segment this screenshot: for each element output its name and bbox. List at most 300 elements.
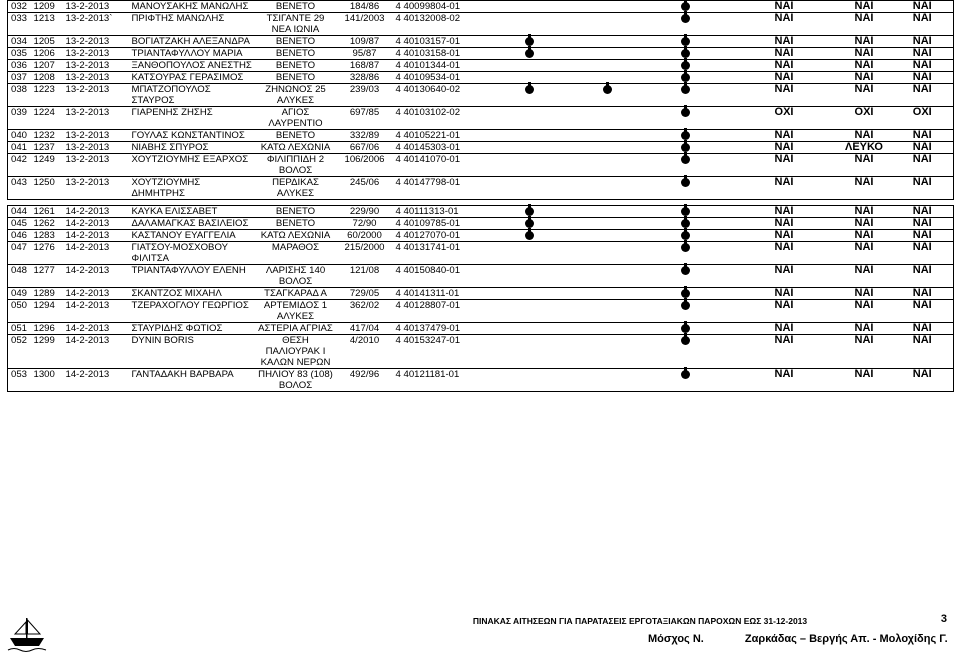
marker-cell — [639, 242, 732, 265]
approval-a: ΟΧΙ — [732, 107, 837, 130]
application-date: 13-2-2013 — [64, 60, 130, 72]
applicant-name: ΚΑΣΤΑΝΟΥ ΕΥΑΓΓΕΛΙΑ — [130, 230, 256, 242]
signature-name-2: Ζαρκάδας – Βεργής Απ. - Μολοχίδης Γ. — [744, 633, 948, 645]
application-date: 13-2-2013 — [64, 154, 130, 177]
table-row — [8, 130, 954, 142]
protocol-number: 1250 — [32, 177, 64, 200]
supply-code: 4 40137479-01 — [394, 323, 482, 335]
bomb-icon — [681, 37, 690, 46]
approval-c: ΝΑΙ — [892, 1, 954, 13]
marker-cell — [482, 300, 577, 323]
location: ΠΕΡΔΙΚΑΣ ΑΛΥΚΕΣ — [256, 177, 336, 200]
approval-a: ΝΑΙ — [732, 72, 837, 84]
marker-cell — [482, 142, 577, 154]
protocol-number: 1223 — [32, 84, 64, 107]
marker-cell — [639, 107, 732, 130]
protocol-number: 1209 — [32, 1, 64, 13]
supply-code: 4 40150840-01 — [394, 265, 482, 288]
bomb-icon — [681, 108, 690, 117]
row-number: 039 — [8, 107, 32, 130]
supply-code: 4 40101344-01 — [394, 60, 482, 72]
supply-code: 4 40131741-01 — [394, 242, 482, 265]
area-code: 184/86 — [336, 1, 394, 13]
application-date: 13-2-2013 — [64, 36, 130, 48]
location: ΒΕΝΕΤΟ — [256, 130, 336, 142]
approval-c: ΝΑΙ — [892, 13, 954, 36]
approval-a: ΝΑΙ — [732, 142, 837, 154]
bomb-icon — [681, 266, 690, 275]
marker-cell — [577, 48, 639, 60]
bomb-icon — [525, 219, 534, 228]
marker-cell — [639, 265, 732, 288]
marker-cell — [577, 142, 639, 154]
approval-a: ΝΑΙ — [732, 154, 837, 177]
approval-a: ΝΑΙ — [732, 369, 837, 392]
supply-code: 4 40145303-01 — [394, 142, 482, 154]
approval-c: ΝΑΙ — [892, 60, 954, 72]
marker-cell — [577, 154, 639, 177]
supply-code: 4 40147798-01 — [394, 177, 482, 200]
table-row — [8, 13, 954, 36]
approval-c: ΝΑΙ — [892, 288, 954, 300]
application-date: 14-2-2013 — [64, 265, 130, 288]
marker-cell — [482, 242, 577, 265]
protocol-number: 1289 — [32, 288, 64, 300]
row-number: 050 — [8, 300, 32, 323]
protocol-number: 1206 — [32, 48, 64, 60]
application-date: 13-2-2013 — [64, 130, 130, 142]
marker-cell — [577, 335, 639, 369]
approval-b: ΝΑΙ — [837, 130, 892, 142]
table-row — [8, 177, 954, 200]
bomb-icon — [603, 85, 612, 94]
supply-code: 4 40103102-02 — [394, 107, 482, 130]
supply-code: 4 40121181-01 — [394, 369, 482, 392]
approval-b: ΝΑΙ — [837, 72, 892, 84]
area-code: 332/89 — [336, 130, 394, 142]
approval-b: ΝΑΙ — [837, 265, 892, 288]
bomb-icon — [681, 143, 690, 152]
row-number: 051 — [8, 323, 32, 335]
approval-a: ΝΑΙ — [732, 288, 837, 300]
row-number: 045 — [8, 218, 32, 230]
location: ΛΑΡΙΣΗΣ 140 ΒΟΛΟΣ — [256, 265, 336, 288]
protocol-number: 1299 — [32, 335, 64, 369]
approval-a: ΝΑΙ — [732, 13, 837, 36]
supply-code: 4 40109785-01 — [394, 218, 482, 230]
approval-b: ΝΑΙ — [837, 154, 892, 177]
location: ΒΕΝΕΤΟ — [256, 60, 336, 72]
bomb-icon — [681, 2, 690, 11]
supply-code: 4 40153247-01 — [394, 335, 482, 369]
applicant-name: ΜΑΝΟΥΣΑΚΗΣ ΜΑΝΩΛΗΣ — [130, 1, 256, 13]
location: ΘΕΣΗ ΠΑΛΙΟΥΡΑΚ Ι ΚΑΛΩΝ ΝΕΡΩΝ — [256, 335, 336, 369]
applicant-name: ΒΟΓΙΑΤΖΑΚΗ ΑΛΕΞΑΝΔΡΑ — [130, 36, 256, 48]
location: ΒΕΝΕΤΟ — [256, 1, 336, 13]
protocol-number: 1277 — [32, 265, 64, 288]
approval-a: ΝΑΙ — [732, 60, 837, 72]
location: ΒΕΝΕΤΟ — [256, 218, 336, 230]
location: ΠΗΛΙΟΥ 83 (108) ΒΟΛΟΣ — [256, 369, 336, 392]
location: ΖΗΝΩΝΟΣ 25 ΑΛΥΚΕΣ — [256, 84, 336, 107]
supply-code: 4 40141070-01 — [394, 154, 482, 177]
approval-c: ΝΑΙ — [892, 218, 954, 230]
table-row — [8, 288, 954, 300]
approval-b: ΝΑΙ — [837, 206, 892, 218]
approval-b: ΛΕΥΚΟ — [837, 142, 892, 154]
marker-cell — [577, 242, 639, 265]
application-date: 14-2-2013 — [64, 300, 130, 323]
table-row — [8, 84, 954, 107]
application-date: 14-2-2013 — [64, 242, 130, 265]
applicant-name: ΓΙΑΡΕΝΗΣ ΖΗΣΗΣ — [130, 107, 256, 130]
row-number: 046 — [8, 230, 32, 242]
location: ΜΑΡΑΘΟΣ — [256, 242, 336, 265]
application-date: 14-2-2013 — [64, 323, 130, 335]
applicant-name: DYNIN BORIS — [130, 335, 256, 369]
applicant-name: ΝΙΑΒΗΣ ΣΠΥΡΟΣ — [130, 142, 256, 154]
row-number: 044 — [8, 206, 32, 218]
bomb-icon — [525, 37, 534, 46]
application-date: 14-2-2013 — [64, 218, 130, 230]
approval-b: ΝΑΙ — [837, 335, 892, 369]
applicant-name: ΤΡΙΑΝΤΑΦΥΛΛΟΥ ΜΑΡΙΑ — [130, 48, 256, 60]
marker-cell — [577, 230, 639, 242]
approval-c: ΝΑΙ — [892, 142, 954, 154]
bomb-icon — [681, 14, 690, 23]
supply-code: 4 40109534-01 — [394, 72, 482, 84]
approval-c: ΝΑΙ — [892, 177, 954, 200]
marker-cell — [482, 48, 577, 60]
area-code: 4/2010 — [336, 335, 394, 369]
table-row — [8, 300, 954, 323]
bomb-icon — [525, 49, 534, 58]
area-code: 109/87 — [336, 36, 394, 48]
approval-a: ΝΑΙ — [732, 323, 837, 335]
bomb-icon — [681, 155, 690, 164]
marker-cell — [482, 154, 577, 177]
area-code: 697/85 — [336, 107, 394, 130]
protocol-number: 1207 — [32, 60, 64, 72]
location: ΒΕΝΕΤΟ — [256, 48, 336, 60]
applicant-name: ΞΑΝΘΟΠΟΥΛΟΣ ΑΝΕΣΤΗΣ — [130, 60, 256, 72]
bomb-icon — [525, 231, 534, 240]
protocol-number: 1276 — [32, 242, 64, 265]
supply-code: 4 40099804-01 — [394, 1, 482, 13]
application-date: 13-2-2013 — [64, 72, 130, 84]
location: ΦΙΛΙΠΠΙΔΗ 2 ΒΟΛΟΣ — [256, 154, 336, 177]
approval-c: ΝΑΙ — [892, 335, 954, 369]
supply-code: 4 40105221-01 — [394, 130, 482, 142]
approval-b: ΝΑΙ — [837, 300, 892, 323]
protocol-number: 1261 — [32, 206, 64, 218]
protocol-number: 1213 — [32, 13, 64, 36]
area-code: 60/2000 — [336, 230, 394, 242]
approval-b: ΝΑΙ — [837, 323, 892, 335]
area-code: 239/03 — [336, 84, 394, 107]
marker-cell — [577, 13, 639, 36]
approval-a: ΝΑΙ — [732, 206, 837, 218]
area-code: 141/2003 — [336, 13, 394, 36]
approval-b: ΝΑΙ — [837, 84, 892, 107]
bomb-icon — [681, 301, 690, 310]
table-row — [8, 154, 954, 177]
approval-b: ΟΧΙ — [837, 107, 892, 130]
bomb-icon — [681, 73, 690, 82]
row-number: 040 — [8, 130, 32, 142]
bomb-icon — [681, 61, 690, 70]
application-date: 13-2-2013 — [64, 107, 130, 130]
approval-b: ΝΑΙ — [837, 218, 892, 230]
approval-a: ΝΑΙ — [732, 335, 837, 369]
marker-cell — [639, 369, 732, 392]
marker-cell — [577, 323, 639, 335]
approval-c: ΝΑΙ — [892, 230, 954, 242]
bomb-icon — [681, 231, 690, 240]
supply-code: 4 40127070-01 — [394, 230, 482, 242]
area-code: 245/06 — [336, 177, 394, 200]
protocol-number: 1262 — [32, 218, 64, 230]
row-number: 042 — [8, 154, 32, 177]
bomb-icon — [681, 49, 690, 58]
bomb-icon — [525, 207, 534, 216]
marker-cell — [482, 84, 577, 107]
marker-cell — [482, 107, 577, 130]
applicant-name: ΣΤΑΥΡΙΔΗΣ ΦΩΤΙΟΣ — [130, 323, 256, 335]
applicant-name: ΓΟΥΛΑΣ ΚΩΝΣΤΑΝΤΙΝΟΣ — [130, 130, 256, 142]
approval-c: ΝΑΙ — [892, 84, 954, 107]
approval-b: ΝΑΙ — [837, 60, 892, 72]
marker-cell — [639, 335, 732, 369]
area-code: 121/08 — [336, 265, 394, 288]
bomb-icon — [681, 289, 690, 298]
approval-b: ΝΑΙ — [837, 36, 892, 48]
row-number: 032 — [8, 1, 32, 13]
marker-cell — [577, 60, 639, 72]
row-number: 035 — [8, 48, 32, 60]
applications-table — [7, 0, 954, 392]
applicant-name: ΧΟΥΤΖΙΟΥΜΗΣ ΔΗΜΗΤΡΗΣ — [130, 177, 256, 200]
table-row — [8, 1, 954, 13]
application-date: 14-2-2013 — [64, 288, 130, 300]
protocol-number: 1205 — [32, 36, 64, 48]
area-code: 667/06 — [336, 142, 394, 154]
marker-cell — [577, 265, 639, 288]
bomb-icon — [681, 131, 690, 140]
marker-cell — [577, 300, 639, 323]
supply-code: 4 40111313-01 — [394, 206, 482, 218]
applicant-name: ΚΑΤΣΟΥΡΑΣ ΓΕΡΑΣΙΜΟΣ — [130, 72, 256, 84]
row-number: 047 — [8, 242, 32, 265]
approval-c: ΝΑΙ — [892, 154, 954, 177]
table-row — [8, 369, 954, 392]
approval-c: ΝΑΙ — [892, 369, 954, 392]
applicant-name: ΓΑΝΤΑΔΑΚΗ ΒΑΡΒΑΡΑ — [130, 369, 256, 392]
applicant-name: ΠΡΙΦΤΗΣ ΜΑΝΩΛΗΣ — [130, 13, 256, 36]
marker-cell — [482, 13, 577, 36]
application-date: 13-2-2013 — [64, 84, 130, 107]
applicant-name: ΔΑΛΑΜΑΓΚΑΣ ΒΑΣΙΛΕΙΟΣ — [130, 218, 256, 230]
table-row — [8, 72, 954, 84]
approval-a: ΝΑΙ — [732, 242, 837, 265]
marker-cell — [482, 288, 577, 300]
table-row — [8, 36, 954, 48]
supply-code: 4 40103157-01 — [394, 36, 482, 48]
row-number: 043 — [8, 177, 32, 200]
marker-cell — [482, 369, 577, 392]
protocol-number: 1294 — [32, 300, 64, 323]
approval-c: ΝΑΙ — [892, 130, 954, 142]
application-date: 14-2-2013 — [64, 230, 130, 242]
approval-b: ΝΑΙ — [837, 1, 892, 13]
document-page — [7, 0, 953, 392]
supply-code: 4 40130640-02 — [394, 84, 482, 107]
marker-cell — [577, 218, 639, 230]
area-code: 729/05 — [336, 288, 394, 300]
approval-c: ΝΑΙ — [892, 72, 954, 84]
application-date: 13-2-2013 — [64, 177, 130, 200]
approval-b: ΝΑΙ — [837, 230, 892, 242]
marker-cell — [577, 369, 639, 392]
application-date: 13-2-2013` — [64, 13, 130, 36]
approval-a: ΝΑΙ — [732, 265, 837, 288]
approval-c: ΝΑΙ — [892, 48, 954, 60]
protocol-number: 1296 — [32, 323, 64, 335]
area-code: 492/96 — [336, 369, 394, 392]
approval-c: ΝΑΙ — [892, 300, 954, 323]
marker-cell — [639, 300, 732, 323]
protocol-number: 1208 — [32, 72, 64, 84]
applicant-name: ΚΑΥΚΑ ΕΛΙΣΣΑΒΕΤ — [130, 206, 256, 218]
location: ΚΑΤΩ ΛΕΧΩΝΙΑ — [256, 142, 336, 154]
supply-code: 4 40103158-01 — [394, 48, 482, 60]
marker-cell — [482, 230, 577, 242]
row-number: 038 — [8, 84, 32, 107]
bomb-icon — [681, 178, 690, 187]
area-code: 168/87 — [336, 60, 394, 72]
approval-b: ΝΑΙ — [837, 369, 892, 392]
bomb-icon — [681, 324, 690, 333]
table-row — [8, 107, 954, 130]
approval-a: ΝΑΙ — [732, 230, 837, 242]
marker-cell — [577, 1, 639, 13]
table-row — [8, 265, 954, 288]
location: ΤΣΙΓΑΝΤΕ 29 ΝΕΑ ΙΩΝΙΑ — [256, 13, 336, 36]
approval-a: ΝΑΙ — [732, 130, 837, 142]
approval-b: ΝΑΙ — [837, 288, 892, 300]
location: ΒΕΝΕΤΟ — [256, 72, 336, 84]
protocol-number: 1224 — [32, 107, 64, 130]
application-date: 13-2-2013 — [64, 1, 130, 13]
row-number: 048 — [8, 265, 32, 288]
applicant-name: ΜΠΑΤΖΟΠΟΥΛΟΣ ΣΤΑΥΡΟΣ — [130, 84, 256, 107]
ship-logo — [6, 612, 48, 656]
signature-name-1: Μόσχος Ν. — [648, 633, 704, 645]
approval-b: ΝΑΙ — [837, 48, 892, 60]
page-number: 3 — [940, 613, 947, 625]
row-number: 052 — [8, 335, 32, 369]
marker-cell — [482, 177, 577, 200]
area-code: 106/2006 — [336, 154, 394, 177]
applicant-name: ΤΡΙΑΝΤΑΦΥΛΛΟΥ ΕΛΕΝΗ — [130, 265, 256, 288]
area-code: 362/02 — [336, 300, 394, 323]
approval-b: ΝΑΙ — [837, 242, 892, 265]
approval-a: ΝΑΙ — [732, 300, 837, 323]
marker-cell — [639, 84, 732, 107]
supply-code: 4 40128807-01 — [394, 300, 482, 323]
marker-cell — [577, 177, 639, 200]
location: ΑΣΤΕΡΙΑ ΑΓΡΙΑΣ — [256, 323, 336, 335]
bomb-icon — [681, 243, 690, 252]
location: ΒΕΝΕΤΟ — [256, 36, 336, 48]
application-date: 14-2-2013 — [64, 335, 130, 369]
location: ΤΣΑΓΚΑΡΑΔ Α — [256, 288, 336, 300]
marker-cell — [577, 84, 639, 107]
marker-cell — [482, 335, 577, 369]
approval-c: ΝΑΙ — [892, 265, 954, 288]
table-row — [8, 230, 954, 242]
bomb-icon — [681, 219, 690, 228]
marker-cell — [577, 36, 639, 48]
marker-cell — [639, 154, 732, 177]
marker-cell — [482, 265, 577, 288]
location: ΚΑΤΩ ΛΕΧΩΝΙΑ — [256, 230, 336, 242]
table-row — [8, 206, 954, 218]
applicant-name: ΤΖΕΡΑΧΟΓΛΟΥ ΓΕΩΡΓΙΟΣ — [130, 300, 256, 323]
table-row — [8, 142, 954, 154]
supply-code: 4 40141311-01 — [394, 288, 482, 300]
area-code: 95/87 — [336, 48, 394, 60]
bomb-icon — [681, 207, 690, 216]
application-date: 13-2-2013 — [64, 142, 130, 154]
table-row — [8, 48, 954, 60]
approval-c: ΝΑΙ — [892, 36, 954, 48]
approval-a: ΝΑΙ — [732, 84, 837, 107]
marker-cell — [482, 323, 577, 335]
protocol-number: 1283 — [32, 230, 64, 242]
location: ΑΓΙΟΣ ΛΑΥΡΕΝΤΙΟ — [256, 107, 336, 130]
approval-c: ΟΧΙ — [892, 107, 954, 130]
area-code: 328/86 — [336, 72, 394, 84]
protocol-number: 1237 — [32, 142, 64, 154]
table-row — [8, 60, 954, 72]
row-number: 041 — [8, 142, 32, 154]
location: ΒΕΝΕΤΟ — [256, 206, 336, 218]
approval-a: ΝΑΙ — [732, 48, 837, 60]
table-row — [8, 242, 954, 265]
approval-a: ΝΑΙ — [732, 218, 837, 230]
marker-cell — [482, 1, 577, 13]
marker-cell — [639, 13, 732, 36]
table-body — [8, 1, 954, 392]
footer-signatures — [648, 633, 959, 645]
approval-c: ΝΑΙ — [892, 242, 954, 265]
approval-c: ΝΑΙ — [892, 323, 954, 335]
bomb-icon — [525, 85, 534, 94]
marker-cell — [482, 130, 577, 142]
row-number: 053 — [8, 369, 32, 392]
approval-a: ΝΑΙ — [732, 177, 837, 200]
approval-c: ΝΑΙ — [892, 206, 954, 218]
area-code: 417/04 — [336, 323, 394, 335]
area-code: 215/2000 — [336, 242, 394, 265]
marker-cell — [482, 60, 577, 72]
row-number: 049 — [8, 288, 32, 300]
applicant-name: ΣΚΑΝΤΖΟΣ ΜΙΧΑΗΛ — [130, 288, 256, 300]
application-date: 13-2-2013 — [64, 48, 130, 60]
location: ΑΡΤΕΜΙΔΟΣ 1 ΑΛΥΚΕΣ — [256, 300, 336, 323]
approval-a: ΝΑΙ — [732, 1, 837, 13]
